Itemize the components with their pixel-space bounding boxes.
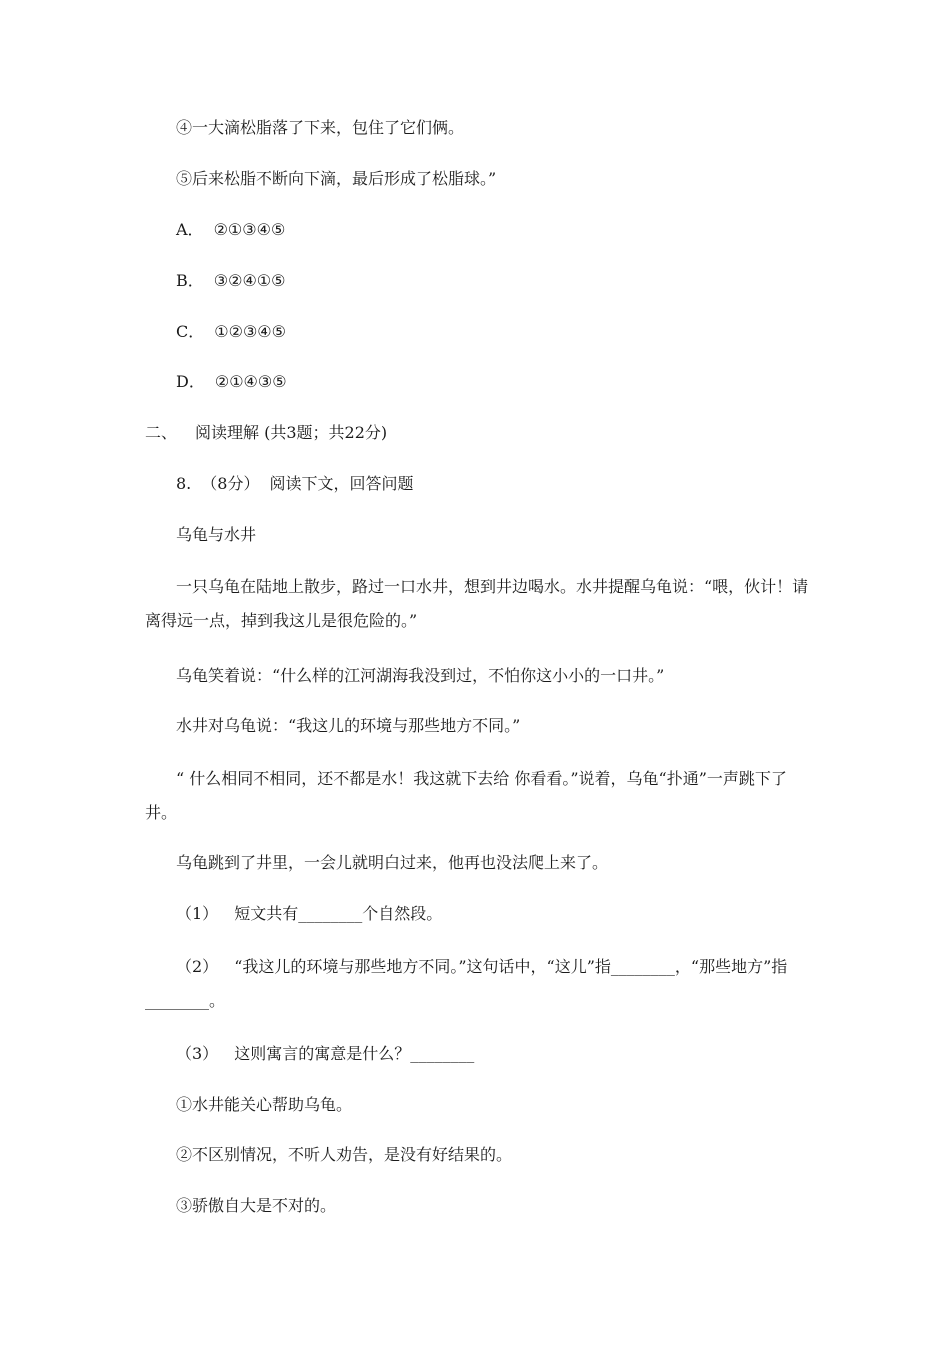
section-title: 阅读理解 (共3题；共22分) <box>195 423 388 442</box>
option-c-text: ①②③④⑤ <box>214 322 286 341</box>
subquestion-3-text: 这则寓言的寓意是什么？________ <box>234 1044 475 1063</box>
subquestion-1-text: 短文共有________个自然段。 <box>234 904 443 923</box>
question-header <box>176 473 413 495</box>
answer-choice-3: ③骄傲自大是不对的。 <box>176 1196 337 1215</box>
subquestion-1 <box>176 903 442 925</box>
subquestion-1-number: （1） <box>176 904 219 923</box>
option-c <box>176 321 286 343</box>
option-b-letter: B． <box>176 271 204 290</box>
section-number: 二、 <box>145 423 178 442</box>
question-prompt: 阅读下文，回答问题 <box>269 474 414 493</box>
option-a-text: ②①③④⑤ <box>213 220 286 239</box>
statement-5: ⑤后来松脂不断向下滴，最后形成了松脂球。” <box>176 169 497 188</box>
subquestion-3 <box>176 1043 474 1065</box>
subquestion-2-number: （2） <box>176 957 219 976</box>
passage-paragraph-2: 乌龟笑着说：“什么样的江河湖海我没到过，不怕你这小小的一口井。” <box>176 666 665 685</box>
passage-paragraph-1: 一只乌龟在陆地上散步，路过一口水井，想到井边喝水。水井提醒乌龟说：“喂，伙计！请离得远一点，掉到我这儿是很危险的。” <box>145 577 809 630</box>
option-d-letter: D． <box>176 372 205 391</box>
option-a-letter: A． <box>176 220 204 239</box>
option-a <box>176 219 285 241</box>
subquestion-3-number: （3） <box>176 1044 219 1063</box>
statement-4: ④一大滴松脂落了下来，包住了它们俩。 <box>176 118 465 137</box>
passage-title: 乌龟与水井 <box>176 525 257 544</box>
section-heading <box>145 422 405 444</box>
option-b-text: ③②④①⑤ <box>213 271 286 290</box>
option-d <box>176 371 287 393</box>
option-c-letter: C． <box>176 322 205 341</box>
answer-choice-2: ②不区别情况，不听人劝告，是没有好结果的。 <box>176 1145 513 1164</box>
passage-paragraph-5: 乌龟跳到了井里，一会儿就明白过来，他再也没法爬上来了。 <box>176 853 609 872</box>
question-number: 8. <box>176 474 192 493</box>
option-b <box>176 270 285 292</box>
answer-choice-1: ①水井能关心帮助乌龟。 <box>176 1095 353 1114</box>
passage-paragraph-4: “ 什么相同不相同，还不都是水！我这就下去给 你看看。”说着，乌龟“扑通”一声跳下了井。 <box>145 769 787 822</box>
passage-paragraph-3: 水井对乌龟说：“我这儿的环境与那些地方不同。” <box>176 716 521 735</box>
subquestion-2-text: “我这儿的环境与那些地方不同。”这句话中，“这儿”指________，“那些地方”指________。 <box>145 957 788 1010</box>
option-d-text: ②①④③⑤ <box>214 372 287 391</box>
subquestion-2 <box>145 950 810 1018</box>
question-score: （8分） <box>201 474 260 493</box>
